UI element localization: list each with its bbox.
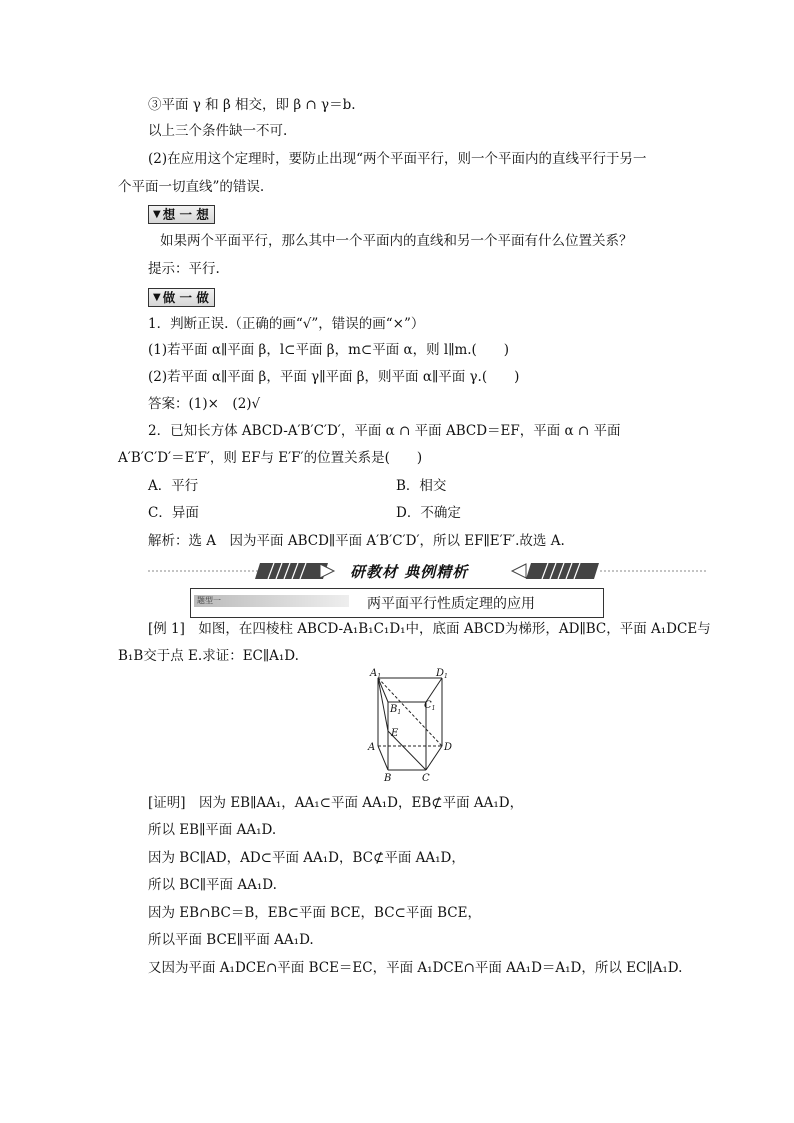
question-1b: (2)若平面 α∥平面 β，平面 γ∥平面 β，则平面 α∥平面 γ.( ): [148, 369, 520, 385]
think-tag-label: 想 一 想: [162, 207, 209, 222]
proof-2: 所以 EB∥平面 AA₁D.: [148, 822, 277, 838]
proof-3: 因为 BC∥AD，AD⊂平面 AA₁D，BC⊄平面 AA₁D，: [148, 850, 465, 866]
question-1a: (1)若平面 α∥平面 β，l⊂平面 β，m⊂平面 α，则 l∥m.( ): [148, 342, 510, 358]
proof-4: 所以 BC∥平面 AA₁D.: [148, 877, 277, 893]
example-line-2: B₁B交于点 E.求证：EC∥A₁D.: [118, 648, 299, 664]
proof-5: 因为 EB∩BC＝B，EB⊂平面 BCE，BC⊂平面 BCE，: [148, 905, 481, 921]
label-b: B: [384, 773, 392, 784]
option-c: C．异面: [148, 505, 199, 521]
label-e: E: [391, 728, 399, 739]
label-a: A: [368, 742, 376, 753]
topic-box: [190, 588, 604, 618]
chevron-down-icon: ▼: [153, 292, 161, 303]
line-conditions: 以上三个条件缺一不可.: [148, 123, 288, 139]
section-banner: [148, 560, 706, 582]
label-b1: $B_1$: [390, 704, 402, 716]
banner-title: 研教材 典例精析: [350, 563, 469, 581]
do-tag-label: 做 一 做: [162, 290, 209, 305]
label-c: C: [422, 773, 430, 784]
proof-1: [证明] 因为 EB∥AA₁，AA₁⊂平面 AA₁D，EB⊄平面 AA₁D，: [148, 795, 524, 811]
question-2a: 2．已知长方体 ABCD-A′B′C′D′，平面 α ∩ 平面 ABCD＝EF，平面 α ∩ 平面: [148, 423, 621, 439]
topic-title: 两平面平行性质定理的应用: [367, 596, 535, 612]
chevron-down-icon: ▼: [153, 209, 161, 220]
think-tag: [148, 205, 215, 224]
topic-tag: 题型一: [194, 595, 349, 607]
question-1: 1．判断正误.（正确的画“√”，错误的画“×”）: [148, 316, 425, 332]
line-plane-intersect: ③平面 γ 和 β 相交，即 β ∩ γ＝b.: [148, 97, 356, 113]
line-warning-2: 个平面一切直线”的错误.: [118, 179, 265, 195]
prism-diagram: [360, 668, 470, 784]
edge-a-b: [378, 746, 388, 770]
option-d: D．不确定: [396, 505, 461, 521]
option-b: B．相交: [396, 478, 447, 494]
analysis: 解析：选 A 因为平面 ABCD∥平面 A′B′C′D′，所以 EF∥E′F′.故选 A.: [148, 533, 565, 549]
label-d1: $D_1$: [436, 668, 448, 680]
label-a1: $A_1$: [370, 668, 382, 680]
edge-a1-e: [378, 678, 388, 731]
think-question: 如果两个平面平行，那么其中一个平面内的直线和另一个平面有什么位置关系？: [160, 233, 633, 249]
edge-a1-b1: [378, 678, 388, 702]
question-2b: A′B′C′D′＝E′F′，则 EF与 E′F′的位置关系是( ): [118, 450, 423, 466]
think-hint: 提示：平行.: [148, 261, 220, 277]
proof-7: 又因为平面 A₁DCE∩平面 BCE＝EC，平面 A₁DCE∩平面 AA₁D＝A₁D，所以 EC∥A₁D.: [148, 960, 683, 976]
proof-6: 所以平面 BCE∥平面 AA₁D.: [148, 932, 314, 948]
prism-figure: [360, 668, 470, 788]
edge-c-d: [426, 746, 442, 770]
line-warning-1: (2)在应用这个定理时，要防止出现“两个平面平行，则一个平面内的直线平行于另一: [148, 151, 647, 167]
edge-c1-d1: [426, 678, 442, 702]
label-d: D: [444, 742, 453, 753]
do-tag: [148, 288, 215, 307]
label-c1: $C_1$: [424, 700, 436, 712]
option-a: A．平行: [148, 478, 199, 494]
example-line-1: [例 1] 如图，在四棱柱 ABCD-A₁B₁C₁D₁中，底面 ABCD为梯形，AD∥BC，平面 A₁DCE与: [148, 621, 711, 637]
answer-1: 答案：(1)× (2)√: [148, 396, 261, 412]
